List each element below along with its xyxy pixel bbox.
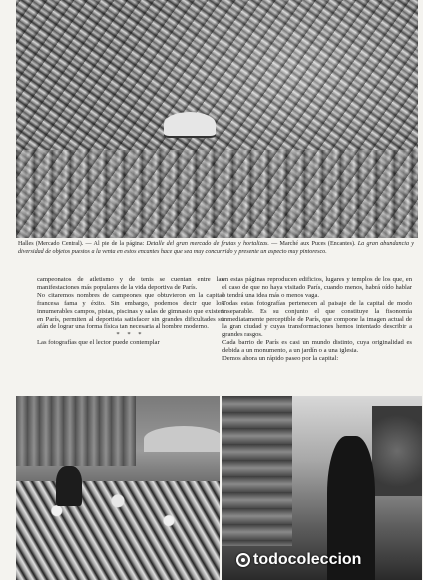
right-text-column [222, 276, 412, 363]
flower-stalls [16, 481, 220, 580]
left-paragraph-2: No citaremos nombres de campeones que obtuvieron en la capital francesa fama y éxito. Sin embargo, podemos decir que los innumerables campos, pistas, piscinas y salas de gimnasio que existen en París, permiten al deportista satisfacer sin grandes dificultades su afán de lograr una forma física tan necesaria al hombre moderno. [37, 291, 224, 331]
section-separator: * * * [116, 331, 145, 339]
right-paragraph-2: Todas estas fotografías pertenecen al paisaje de la capital de modo inseparable. Es su conjunto el que constituye la fisonomía inmediatamente perceptible de París, que compone la imagen actual de la gran ciudad y cuyas transformaciones hemos intentado describir a grandes rasgos. [222, 299, 412, 339]
watermark-text: todocoleccion [253, 551, 362, 568]
watermark [236, 551, 361, 569]
building-facade [222, 396, 292, 546]
caption-mid: — Marché aux Puces (Encantes). [268, 241, 358, 247]
market-awning [144, 426, 220, 452]
vendor-figure [56, 466, 82, 506]
crowd-texture [16, 0, 418, 238]
caption-lead: Halles (Mercado Central). — Al pie de la página: [18, 241, 147, 247]
building-background [16, 396, 136, 466]
photo-caption [18, 241, 414, 256]
flower-market-photo [16, 396, 220, 580]
left-paragraph-3: Las fotografías que el lector puede contemplar [37, 339, 160, 347]
right-paragraph-3: Cada barrio de París es casi un mundo distinto, cuya originalidad es debida a un monumento, a un jardín o a una iglesia. [222, 339, 412, 355]
left-text-column [37, 276, 224, 347]
left-paragraph-1: campeonatos de atletismo y de tenis se cuentan entre las manifestaciones más populares de la vida deportiva de París. [37, 276, 224, 291]
trees-background [372, 406, 422, 496]
caption-italic-1: Detalle del gran mercado de frutas y hortalizas. [146, 241, 269, 247]
caption-italic-2: La gran abundancia y diversidad de objetos puestos a la venta en estos encantes hace que sea muy concurrido y presente un aspecto muy pintoresco. [18, 241, 414, 255]
right-paragraph-1: en estas páginas reproducen edificios, lugares y templos de los que, en el caso de que no haya visitado París, cuando menos, habrá oído hablar o tendrá una idea más o menos vaga. [222, 276, 412, 299]
todocoleccion-logo-icon [236, 553, 250, 567]
market-umbrella [164, 112, 216, 136]
market-halls-photo [16, 0, 418, 238]
right-paragraph-4: Demos ahora un rápido paseo por la capital: [222, 355, 339, 363]
